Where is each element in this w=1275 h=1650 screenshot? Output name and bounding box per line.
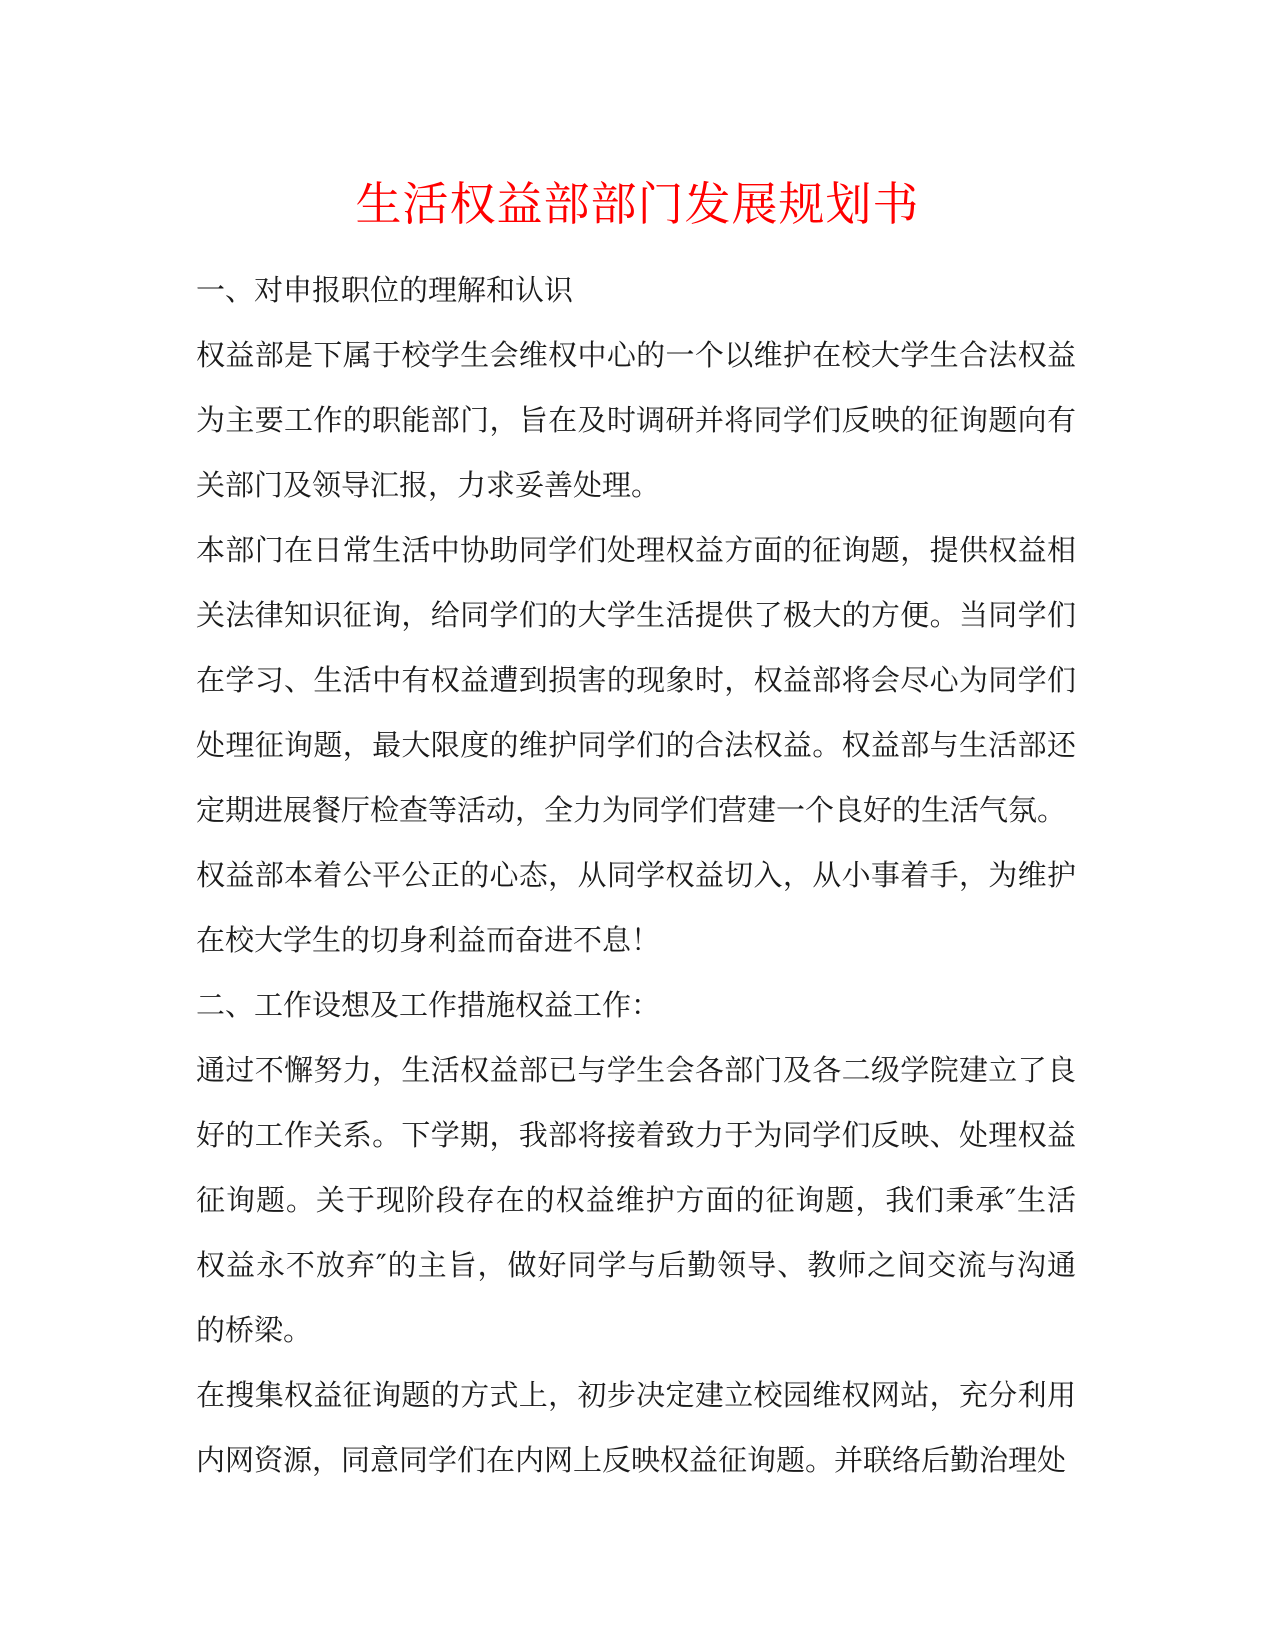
section-heading-2: 二、工作设想及工作措施权益工作： <box>196 988 661 1022</box>
paragraph-2: 本部门在日常生活中协助同学们处理权益方面的征询题，提供权益相关法律知识征询，给同学们的大学生活提供了极大的方便。当同学们在学习、生活中有权益遭到损害的现象时，权益部将会尽心为同学们处理征询题，最大限度的维护同学们的合法权益。权益部与生活部还定期进展餐厅检查等活动，全力为同学们营建一个良好的生活气氛。 <box>196 533 1076 827</box>
document-body <box>196 258 1076 1493</box>
paragraph-5: 在搜集权益征询题的方式上，初步决定建立校园维权网站，充分利用内网资源，同意同学们在内网上反映权益征询题。并联络后勤治理处 <box>196 1378 1076 1477</box>
paragraph-3: 权益部本着公平公正的心态，从同学权益切入，从小事着手，为维护在校大学生的切身利益而奋进不息！ <box>196 858 1076 957</box>
paragraph-1: 权益部是下属于校学生会维权中心的一个以维护在校大学生合法权益为主要工作的职能部门，旨在及时调研并将同学们反映的征询题向有关部门及领导汇报，力求妥善处理。 <box>196 338 1076 502</box>
document-title: 生活权益部部门发展规划书 <box>355 177 920 231</box>
section-heading-1: 一、对申报职位的理解和认识 <box>196 273 574 307</box>
paragraph-4: 通过不懈努力，生活权益部已与学生会各部门及各二级学院建立了良好的工作关系。下学期，我部将接着致力于为同学们反映、处理权益征询题。关于现阶段存在的权益维护方面的征询题，我们秉承″生活权益永不放弃″的主旨，做好同学与后勤领导、教师之间交流与沟通的桥梁。 <box>196 1053 1076 1347</box>
